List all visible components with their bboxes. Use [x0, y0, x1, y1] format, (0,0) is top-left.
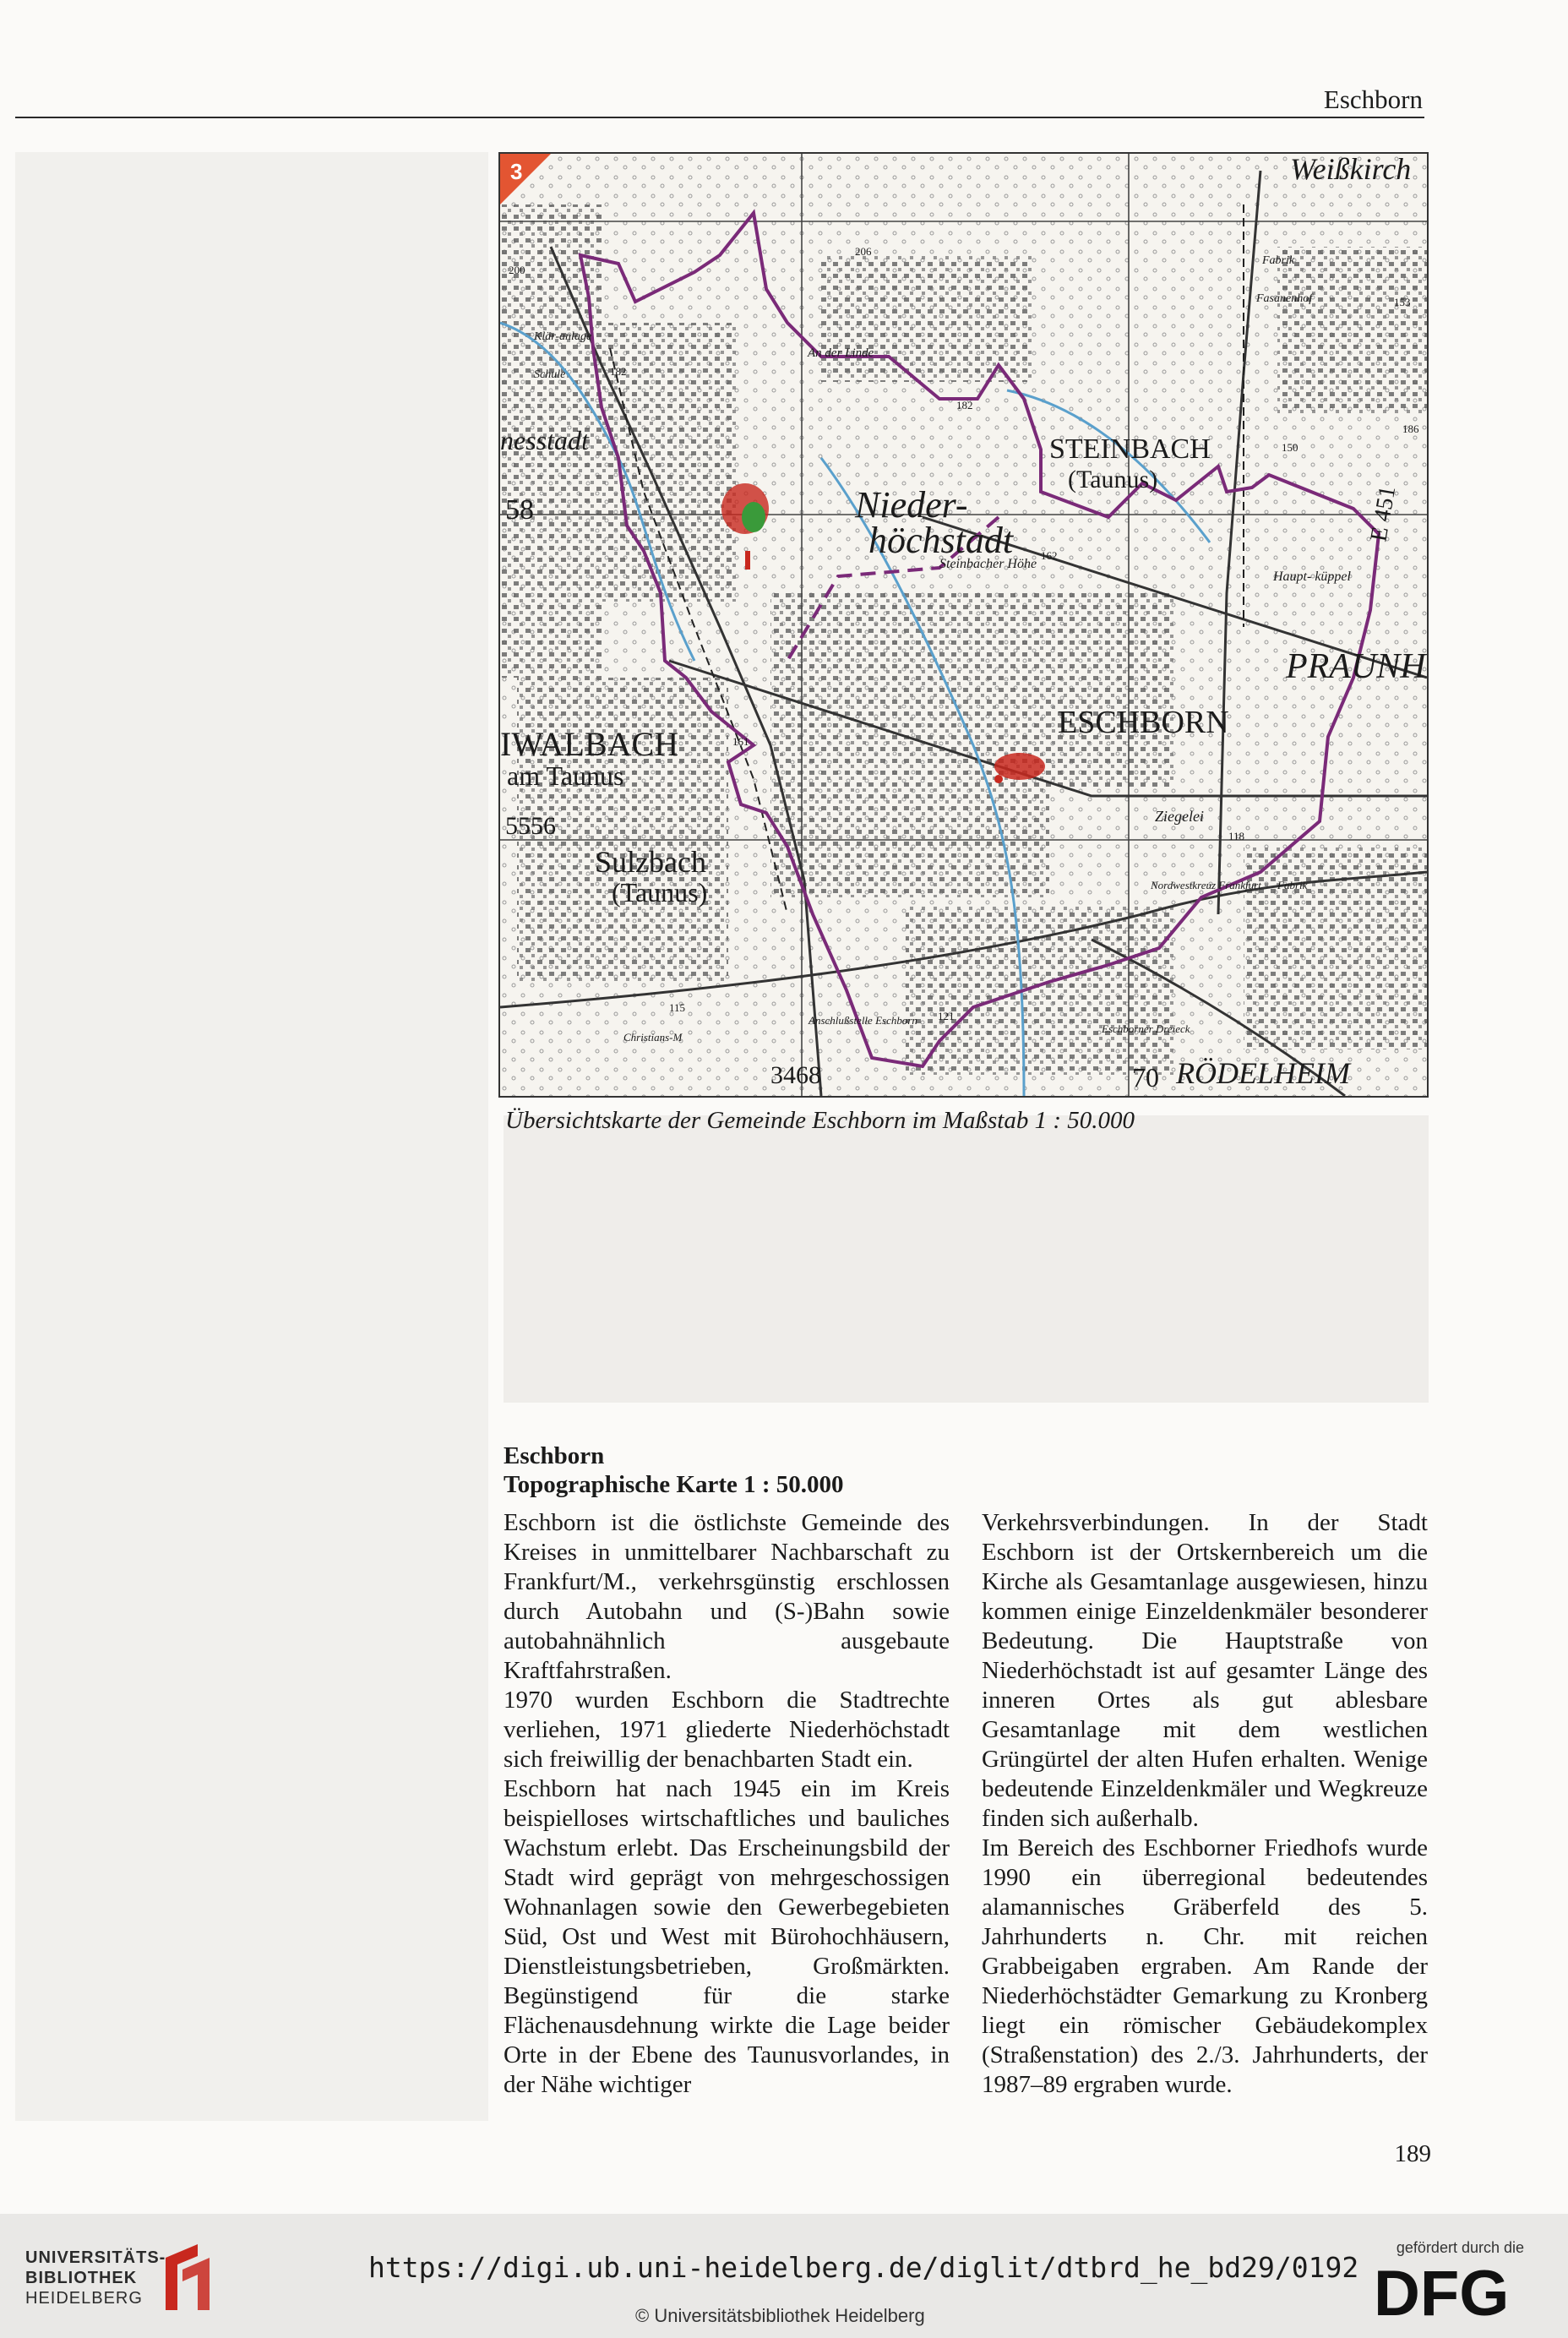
- label-christians: Christians-M: [623, 1031, 683, 1044]
- paragraph: Im Bereich des Eschborner Friedhofs wurde 1990 ein überregional bedeutendes alamannisches Gräberfeld des 5. Jahrhunderts n. Chr. mit reichen Grabbeigaben ergraben. Am Rande der Niederhöchstädter Gemarkung zu Kronberg liegt ein römischer Gebäudekomplex (Straßenstation) des 2./3. Jahrhunderts, der 1987–89 ergraben wurde.: [982, 1834, 1428, 2098]
- label-am-taunus: am Taunus: [507, 760, 624, 791]
- library-mark-icon: [157, 2239, 216, 2315]
- label-fabrik: Fabrik: [1262, 254, 1295, 267]
- elev-162: 162: [1041, 549, 1058, 562]
- header-rule: [15, 117, 1424, 118]
- bleed-through-block: [504, 1115, 1429, 1403]
- grid-label-58: 58: [505, 494, 534, 526]
- label-an-der-linde: An der Linde: [808, 346, 874, 360]
- elev-121: 121: [938, 1010, 955, 1022]
- label-fasanenhof: Fasanenhof: [1256, 292, 1313, 305]
- library-name-line2: BIBLIOTHEK: [25, 2269, 138, 2287]
- paragraph: 1970 wurden Eschborn die Stadtrechte verliehen, 1971 gliederte Niederhöchstadt sich freiwillig der benachbarten Stadt ein.: [504, 1687, 950, 1773]
- grid-label-3468: 3468: [770, 1061, 821, 1089]
- label-fabrik-2: Fabrik: [1277, 879, 1308, 891]
- map-svg: [500, 154, 1427, 1096]
- document-url-link[interactable]: https://digi.ub.uni-heidelberg.de/diglit/dtbrd_he_bd29/0192: [368, 2251, 1359, 2284]
- label-steinbach-taunus: (Taunus): [1068, 466, 1158, 493]
- label-schwalbach: IWALBACH: [500, 725, 679, 763]
- label-haupt-kueppel: Haupt- küppel: [1273, 570, 1351, 584]
- label-anlage: Klär-anlage: [534, 330, 592, 343]
- label-e451: E 451: [1365, 483, 1402, 544]
- library-logo[interactable]: [25, 2248, 166, 2308]
- label-steinbach: STEINBACH: [1049, 433, 1211, 465]
- elev-153: 153: [1394, 296, 1411, 308]
- text-column-right: [982, 1508, 1428, 2100]
- label-nordwestkreuz: Nordwestkreuz Frankfurt: [1151, 879, 1261, 891]
- elev-115: 115: [669, 1001, 686, 1014]
- label-schule: Schule: [534, 368, 566, 381]
- label-nieder: Nieder-: [855, 484, 968, 526]
- section-subtitle: Topographische Karte 1 : 50.000: [504, 1471, 844, 1498]
- paragraph: Verkehrsverbindungen. In der Stadt Eschborn ist der Ortskernbereich um die Kirche als Gesamtanlage ausgewiesen, hinzu kommen einige Einzeldenkmäler besonderer Bedeutung. Die Hauptstraße von Niederhöchstadt ist auf gesamter Länge des inneren Ortes als gut ablesbare Gesamtanlage mit dem westlichen Grüngürtel der alten Hufen erhalten. Wenige bedeutende Einzeldenkmäler und Wegkreuze finden sich außerhalb.: [982, 1509, 1428, 1832]
- bleed-through-left-column: [15, 152, 488, 2121]
- label-eschborn: ESCHBORN: [1058, 705, 1229, 740]
- elev-186: 186: [1402, 422, 1419, 435]
- label-steinbacher-hoehe: Steinbacher Höhe: [939, 557, 1037, 571]
- elev-118: 118: [1228, 830, 1245, 842]
- label-weisskirchen: Weißkirch: [1290, 154, 1412, 186]
- paragraph: Eschborn ist die östlichste Gemeinde des Kreises in unmittelbarer Nachbarschaft zu Frankfurt/M., verkehrsgünstig erschlossen durch Autobahn und (S-)Bahn sowie autobahnähnlich ausgebaute Kraftfahrstraßen.: [504, 1509, 950, 1684]
- elev-161: 161: [732, 735, 749, 748]
- label-roedelheim: RÖDELHEIM: [1176, 1056, 1350, 1090]
- map-caption: Übersichtskarte der Gemeinde Eschborn im Maßstab 1 : 50.000: [505, 1107, 1135, 1134]
- label-ziegelei: Ziegelei: [1155, 808, 1204, 825]
- library-name-line3: HEIDELBERG: [25, 2289, 143, 2308]
- label-anschlussstelle: Anschlußstelle Eschborn: [808, 1014, 917, 1027]
- dfg-logo[interactable]: [1374, 2258, 1526, 2325]
- paragraph: Eschborn hat nach 1945 ein im Kreis beispielloses wirtschaftliches und bauliches Wachstum erlebt. Das Erscheinungsbild der Stadt wird geprägt von mehrgeschossigen Wohnanlagen sowie den Gewerbegebieten Süd, Ost und West mit Bürohochhäusern, Dienstleistungsbetrieben, Großmärkten. Begünstigend für die starke Flächenausdehnung wirkte die Lage beider Orte in der Ebene des Taunusvorlandes, in der Nähe wichtiger: [504, 1775, 950, 2098]
- section-title: Eschborn: [504, 1442, 605, 1469]
- dfg-logo-text: DFG: [1374, 2258, 1510, 2325]
- funding-note: gefördert durch die: [1396, 2239, 1524, 2256]
- label-praunheim: PRAUNH: [1286, 647, 1426, 686]
- elev-182b: 182: [956, 399, 973, 411]
- topographic-map: [498, 152, 1429, 1098]
- page-number: 189: [1394, 2140, 1431, 2167]
- label-eschborner-dreieck: Eschborner Dreieck: [1102, 1022, 1190, 1035]
- copyright-notice: © Universitätsbibliothek Heidelberg: [635, 2305, 925, 2326]
- elev-206: 206: [855, 245, 872, 258]
- running-head: Eschborn: [1323, 84, 1423, 114]
- label-nesstadt: nesstadt: [500, 425, 589, 455]
- elev-182: 182: [610, 365, 627, 378]
- text-column-left: [504, 1508, 950, 2100]
- grid-label-5556: 5556: [505, 812, 556, 840]
- label-sulzbach-taunus: (Taunus): [612, 877, 708, 907]
- label-sulzbach: Sulzbach: [595, 845, 706, 879]
- grid-label-70: 70: [1132, 1062, 1159, 1093]
- elev-200: 200: [509, 264, 525, 276]
- map-number: 3: [510, 159, 523, 184]
- label-hoechstadt: höchstadt: [868, 520, 1014, 561]
- library-name-line1: UNIVERSITÄTS-: [25, 2248, 166, 2267]
- elev-150: 150: [1282, 441, 1298, 454]
